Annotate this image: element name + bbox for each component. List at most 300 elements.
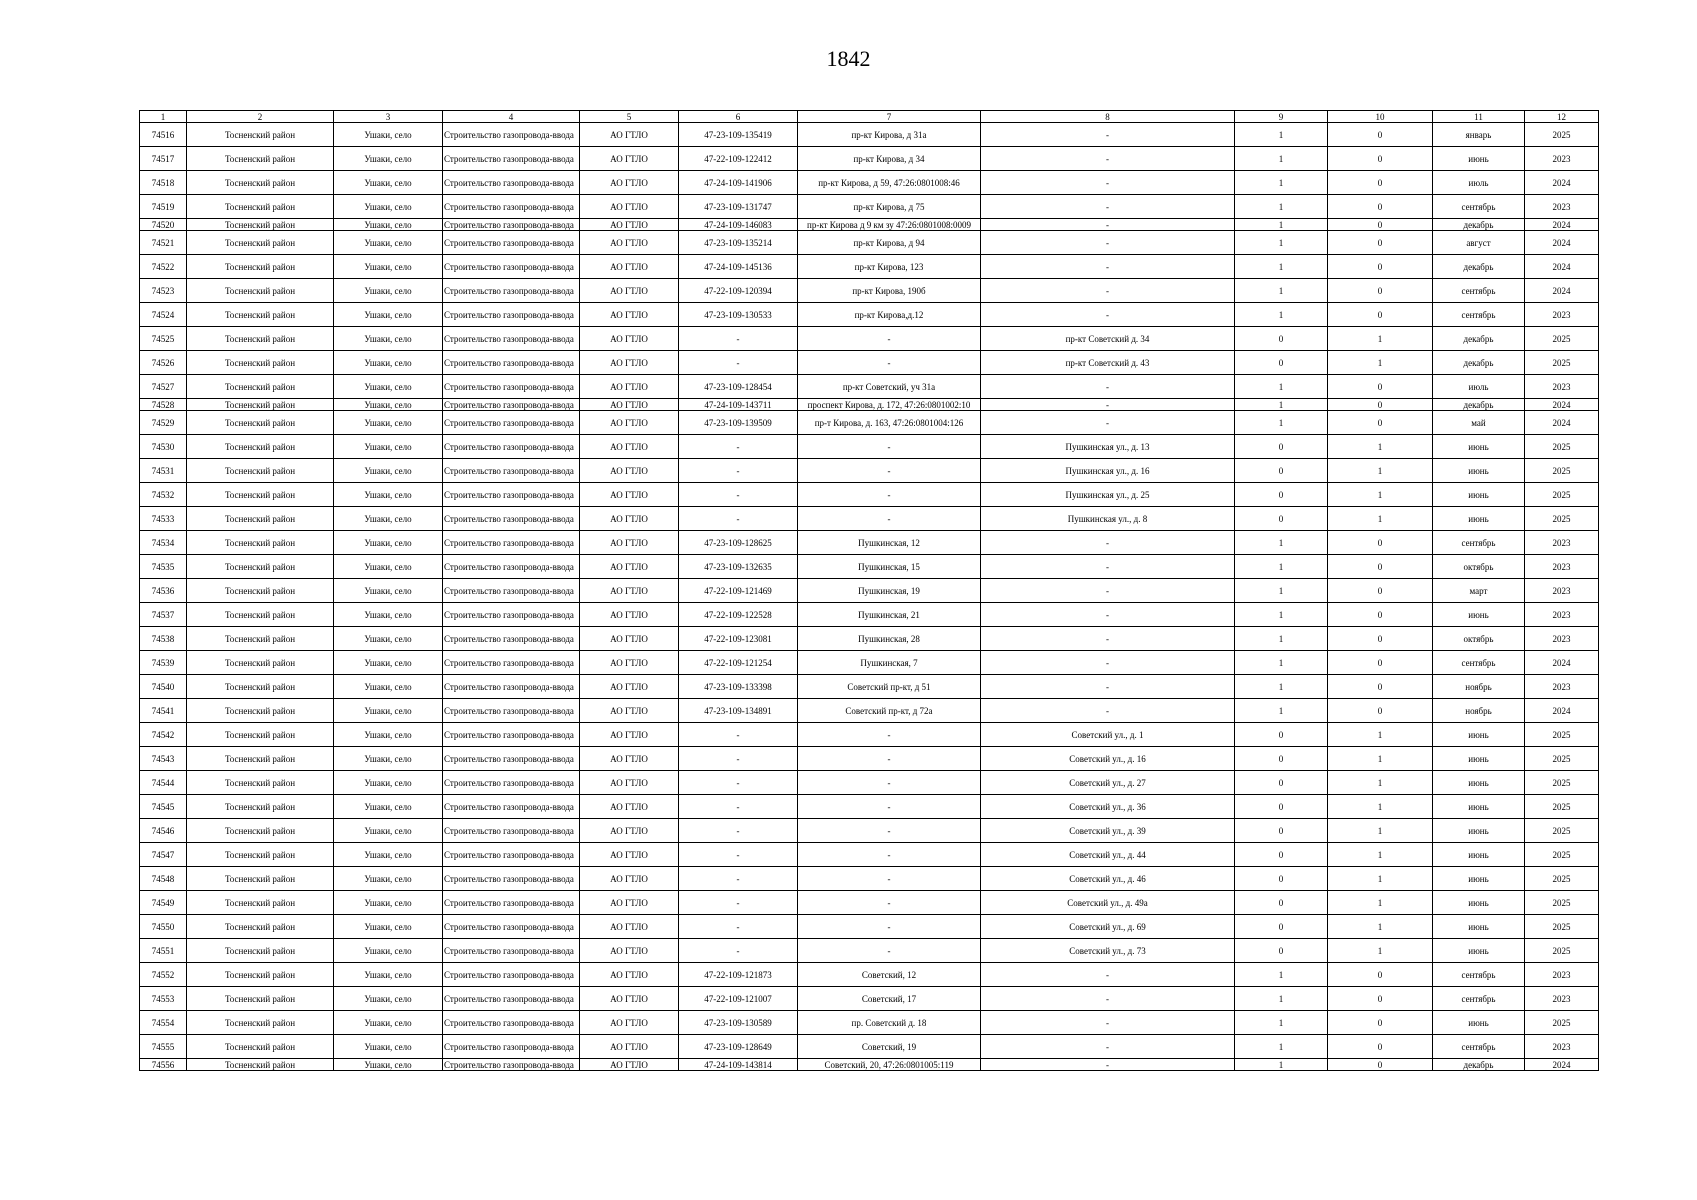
table-cell: АО ГТЛО xyxy=(580,795,679,819)
table-cell: Тосненский район xyxy=(187,195,334,219)
table-cell: 2025 xyxy=(1525,843,1599,867)
table-cell: 1 xyxy=(1235,255,1328,279)
table-cell: Советский пр-кт, д 72а xyxy=(798,699,981,723)
table-cell: АО ГТЛО xyxy=(580,747,679,771)
table-cell: АО ГТЛО xyxy=(580,171,679,195)
table-cell: пр-кт Кирова, д 31а xyxy=(798,123,981,147)
table-cell: 0 xyxy=(1235,867,1328,891)
table-cell: Строительство газопровода-ввода xyxy=(443,843,580,867)
table-cell: АО ГТЛО xyxy=(580,195,679,219)
table-cell: Советский ул., д. 73 xyxy=(981,939,1235,963)
table-cell: 1 xyxy=(1235,603,1328,627)
column-header-3: 3 xyxy=(334,111,443,123)
table-cell: 47-22-109-121007 xyxy=(679,987,798,1011)
table-cell: 2023 xyxy=(1525,987,1599,1011)
table-cell: - xyxy=(798,843,981,867)
table-cell: Ушаки, село xyxy=(334,627,443,651)
table-cell: - xyxy=(679,483,798,507)
table-cell: Строительство газопровода-ввода xyxy=(443,483,580,507)
table-row xyxy=(140,375,1599,399)
table-cell: - xyxy=(679,915,798,939)
table-cell: пр-кт Советский д. 43 xyxy=(981,351,1235,375)
table-cell: Строительство газопровода-ввода xyxy=(443,303,580,327)
table-cell: 2023 xyxy=(1525,963,1599,987)
table-cell: пр-кт Кирова, д 94 xyxy=(798,231,981,255)
table-cell: АО ГТЛО xyxy=(580,459,679,483)
table-cell: Тосненский район xyxy=(187,747,334,771)
table-cell: 74532 xyxy=(140,483,187,507)
table-cell: АО ГТЛО xyxy=(580,675,679,699)
table-cell: 1 xyxy=(1328,507,1433,531)
table-cell: 74523 xyxy=(140,279,187,303)
table-cell: Строительство газопровода-ввода xyxy=(443,459,580,483)
table-cell: Строительство газопровода-ввода xyxy=(443,939,580,963)
table-row xyxy=(140,987,1599,1011)
table-cell: Ушаки, село xyxy=(334,1059,443,1071)
table-cell: - xyxy=(981,651,1235,675)
table-cell: 47-23-109-133398 xyxy=(679,675,798,699)
table-row xyxy=(140,147,1599,171)
table-cell: Строительство газопровода-ввода xyxy=(443,171,580,195)
table-cell: 0 xyxy=(1235,915,1328,939)
table-cell: АО ГТЛО xyxy=(580,891,679,915)
table-cell: Советский ул., д. 39 xyxy=(981,819,1235,843)
table-cell: 2025 xyxy=(1525,123,1599,147)
table-cell: 1 xyxy=(1328,747,1433,771)
table-cell: Строительство газопровода-ввода xyxy=(443,627,580,651)
table-cell: АО ГТЛО xyxy=(580,1035,679,1059)
table-cell: 74517 xyxy=(140,147,187,171)
table-cell: 0 xyxy=(1328,219,1433,231)
table-cell: 74541 xyxy=(140,699,187,723)
table-body xyxy=(140,123,1599,1071)
table-cell: - xyxy=(981,195,1235,219)
table-cell: июнь xyxy=(1433,603,1525,627)
table-cell: 74540 xyxy=(140,675,187,699)
table-row xyxy=(140,843,1599,867)
table-cell: 1 xyxy=(1328,843,1433,867)
table-cell: Строительство газопровода-ввода xyxy=(443,723,580,747)
table-cell: Строительство газопровода-ввода xyxy=(443,795,580,819)
table-cell: 2025 xyxy=(1525,1011,1599,1035)
table-cell: Строительство газопровода-ввода xyxy=(443,819,580,843)
table-cell: 0 xyxy=(1328,531,1433,555)
table-cell: июнь xyxy=(1433,459,1525,483)
table-cell: 0 xyxy=(1235,747,1328,771)
table-cell: 0 xyxy=(1328,579,1433,603)
table-cell: Тосненский район xyxy=(187,987,334,1011)
column-header-6: 6 xyxy=(679,111,798,123)
table-cell: - xyxy=(798,771,981,795)
table-cell: - xyxy=(798,939,981,963)
table-cell: Строительство газопровода-ввода xyxy=(443,579,580,603)
table-cell: 74527 xyxy=(140,375,187,399)
table-cell: 47-24-109-143711 xyxy=(679,399,798,411)
column-header-10: 10 xyxy=(1328,111,1433,123)
table-cell: Тосненский район xyxy=(187,399,334,411)
table-cell: - xyxy=(981,123,1235,147)
table-cell: - xyxy=(981,675,1235,699)
table-cell: - xyxy=(981,627,1235,651)
table-cell: Тосненский район xyxy=(187,303,334,327)
table-cell: 47-24-109-146083 xyxy=(679,219,798,231)
table-cell: 47-22-109-123081 xyxy=(679,627,798,651)
table-cell: АО ГТЛО xyxy=(580,843,679,867)
table-cell: Тосненский район xyxy=(187,123,334,147)
table-row xyxy=(140,579,1599,603)
table-cell: 2025 xyxy=(1525,483,1599,507)
table-cell: Тосненский район xyxy=(187,279,334,303)
table-cell: 0 xyxy=(1328,627,1433,651)
table-cell: Тосненский район xyxy=(187,963,334,987)
table-cell: 2025 xyxy=(1525,915,1599,939)
table-cell: 2025 xyxy=(1525,435,1599,459)
table-cell: 74525 xyxy=(140,327,187,351)
table-cell: Строительство газопровода-ввода xyxy=(443,507,580,531)
table-row xyxy=(140,327,1599,351)
table-cell: 0 xyxy=(1235,891,1328,915)
table-cell: март xyxy=(1433,579,1525,603)
table-cell: Тосненский район xyxy=(187,555,334,579)
table-cell: 2025 xyxy=(1525,771,1599,795)
table-row xyxy=(140,255,1599,279)
table-cell: Ушаки, село xyxy=(334,147,443,171)
table-cell: Тосненский район xyxy=(187,531,334,555)
table-cell: АО ГТЛО xyxy=(580,555,679,579)
table-cell: декабрь xyxy=(1433,399,1525,411)
table-cell: 2025 xyxy=(1525,747,1599,771)
table-cell: 2025 xyxy=(1525,459,1599,483)
table-cell: 2025 xyxy=(1525,795,1599,819)
table-cell: Ушаки, село xyxy=(334,891,443,915)
table-cell: 74545 xyxy=(140,795,187,819)
table-cell: Строительство газопровода-ввода xyxy=(443,699,580,723)
table-cell: - xyxy=(798,747,981,771)
table-cell: Строительство газопровода-ввода xyxy=(443,231,580,255)
table-cell: 74526 xyxy=(140,351,187,375)
table-cell: - xyxy=(981,1059,1235,1071)
table-row xyxy=(140,795,1599,819)
table-cell: Советский, 19 xyxy=(798,1035,981,1059)
table-cell: 74547 xyxy=(140,843,187,867)
table-cell: 74536 xyxy=(140,579,187,603)
table-cell: Пушкинская ул., д. 16 xyxy=(981,459,1235,483)
table-cell: АО ГТЛО xyxy=(580,819,679,843)
table-cell: - xyxy=(798,867,981,891)
table-cell: АО ГТЛО xyxy=(580,723,679,747)
table-cell: 0 xyxy=(1328,1035,1433,1059)
column-header-11: 11 xyxy=(1433,111,1525,123)
table-cell: Строительство газопровода-ввода xyxy=(443,555,580,579)
table-cell: - xyxy=(679,939,798,963)
table-cell: 2024 xyxy=(1525,279,1599,303)
table-cell: июнь xyxy=(1433,843,1525,867)
table-row xyxy=(140,699,1599,723)
table-cell: 2025 xyxy=(1525,351,1599,375)
table-cell: Тосненский район xyxy=(187,795,334,819)
table-header xyxy=(140,111,1599,123)
table-cell: Ушаки, село xyxy=(334,819,443,843)
table-cell: - xyxy=(981,399,1235,411)
table-cell: 0 xyxy=(1328,123,1433,147)
table-cell: АО ГТЛО xyxy=(580,867,679,891)
page-number: 1842 xyxy=(826,46,871,71)
table-cell: Пушкинская, 7 xyxy=(798,651,981,675)
column-header-8: 8 xyxy=(981,111,1235,123)
table-cell: АО ГТЛО xyxy=(580,279,679,303)
table-row xyxy=(140,351,1599,375)
table-cell: 0 xyxy=(1328,963,1433,987)
table-cell: июнь xyxy=(1433,507,1525,531)
table-cell: 47-22-109-122412 xyxy=(679,147,798,171)
table-row xyxy=(140,651,1599,675)
table-cell: Советский, 17 xyxy=(798,987,981,1011)
table-cell: 47-22-109-121873 xyxy=(679,963,798,987)
table-cell: пр-т Кирова, д. 163, 47:26:0801004:126 xyxy=(798,411,981,435)
table-cell: АО ГТЛО xyxy=(580,915,679,939)
table-cell: Тосненский район xyxy=(187,1035,334,1059)
table-cell: Тосненский район xyxy=(187,375,334,399)
table-cell: июнь xyxy=(1433,891,1525,915)
table-cell: - xyxy=(798,435,981,459)
table-cell: АО ГТЛО xyxy=(580,627,679,651)
table-cell: АО ГТЛО xyxy=(580,1011,679,1035)
table-cell: Тосненский район xyxy=(187,939,334,963)
table-cell: АО ГТЛО xyxy=(580,303,679,327)
table-cell: 1 xyxy=(1235,987,1328,1011)
table-cell: Строительство газопровода-ввода xyxy=(443,963,580,987)
table-cell: 47-24-109-145136 xyxy=(679,255,798,279)
table-cell: - xyxy=(981,531,1235,555)
table-cell: Тосненский район xyxy=(187,255,334,279)
table-cell: 2023 xyxy=(1525,555,1599,579)
table-cell: июнь xyxy=(1433,483,1525,507)
table-cell: 0 xyxy=(1235,843,1328,867)
table-cell: июнь xyxy=(1433,723,1525,747)
table-cell: Советский, 20, 47:26:0801005:119 xyxy=(798,1059,981,1071)
table-row xyxy=(140,867,1599,891)
table-cell: - xyxy=(981,1011,1235,1035)
table-cell: проспект Кирова, д. 172, 47:26:0801002:10 xyxy=(798,399,981,411)
table-cell: Строительство газопровода-ввода xyxy=(443,1011,580,1035)
table-cell: - xyxy=(981,1035,1235,1059)
table-cell: Тосненский район xyxy=(187,435,334,459)
table-cell: 74521 xyxy=(140,231,187,255)
table-cell: Строительство газопровода-ввода xyxy=(443,1035,580,1059)
table-cell: 0 xyxy=(1235,507,1328,531)
table-cell: июнь xyxy=(1433,867,1525,891)
table-cell: - xyxy=(981,171,1235,195)
table-row xyxy=(140,195,1599,219)
table-cell: 74543 xyxy=(140,747,187,771)
table-cell: Строительство газопровода-ввода xyxy=(443,651,580,675)
table-cell: - xyxy=(679,723,798,747)
table-cell: Тосненский район xyxy=(187,579,334,603)
table-cell: 1 xyxy=(1235,1011,1328,1035)
table-cell: - xyxy=(981,255,1235,279)
table-cell: Советский ул., д. 1 xyxy=(981,723,1235,747)
table-cell: 47-22-109-120394 xyxy=(679,279,798,303)
table-cell: Ушаки, село xyxy=(334,459,443,483)
table-cell: Строительство газопровода-ввода xyxy=(443,255,580,279)
table-cell: 47-23-109-128649 xyxy=(679,1035,798,1059)
table-cell: 0 xyxy=(1328,1059,1433,1071)
table-cell: 1 xyxy=(1328,459,1433,483)
table-row xyxy=(140,771,1599,795)
table-cell: 1 xyxy=(1235,675,1328,699)
table-row xyxy=(140,819,1599,843)
table-cell: - xyxy=(798,327,981,351)
table-cell: - xyxy=(981,303,1235,327)
table-row xyxy=(140,1011,1599,1035)
column-header-2: 2 xyxy=(187,111,334,123)
table-row xyxy=(140,303,1599,327)
table-cell: 0 xyxy=(1235,351,1328,375)
table-cell: АО ГТЛО xyxy=(580,351,679,375)
table-cell: Пушкинская, 21 xyxy=(798,603,981,627)
table-cell: Ушаки, село xyxy=(334,171,443,195)
table-cell: пр-кт Кирова, д 34 xyxy=(798,147,981,171)
table-row xyxy=(140,675,1599,699)
table-cell: Строительство газопровода-ввода xyxy=(443,675,580,699)
table-cell: пр-кт Кирова, д 75 xyxy=(798,195,981,219)
table-cell: АО ГТЛО xyxy=(580,219,679,231)
table-cell: Советский пр-кт, д 51 xyxy=(798,675,981,699)
table-cell: 1 xyxy=(1328,891,1433,915)
table-cell: Советский ул., д. 27 xyxy=(981,771,1235,795)
table-cell: январь xyxy=(1433,123,1525,147)
table-cell: - xyxy=(981,375,1235,399)
table-cell: Тосненский район xyxy=(187,1011,334,1035)
table-cell: 1 xyxy=(1235,699,1328,723)
table-cell: - xyxy=(981,963,1235,987)
table-cell: - xyxy=(981,411,1235,435)
table-cell: 74546 xyxy=(140,819,187,843)
table-cell: 74542 xyxy=(140,723,187,747)
table-cell: Советский ул., д. 36 xyxy=(981,795,1235,819)
table-cell: 1 xyxy=(1328,723,1433,747)
table-cell: 1 xyxy=(1328,483,1433,507)
table-cell: АО ГТЛО xyxy=(580,411,679,435)
table-cell: 0 xyxy=(1328,255,1433,279)
table-cell: июнь xyxy=(1433,915,1525,939)
table-cell: Тосненский район xyxy=(187,459,334,483)
table-cell: пр-кт Кирова, 190б xyxy=(798,279,981,303)
table-row xyxy=(140,507,1599,531)
table-cell: 74555 xyxy=(140,1035,187,1059)
table-cell: Строительство газопровода-ввода xyxy=(443,531,580,555)
table-cell: сентябрь xyxy=(1433,279,1525,303)
table-cell: 0 xyxy=(1235,483,1328,507)
table-cell: Ушаки, село xyxy=(334,1035,443,1059)
table-cell: 1 xyxy=(1235,147,1328,171)
table-cell: Тосненский район xyxy=(187,915,334,939)
table-cell: 1 xyxy=(1235,1059,1328,1071)
table-cell: 74552 xyxy=(140,963,187,987)
table-cell: июнь xyxy=(1433,795,1525,819)
table-cell: июнь xyxy=(1433,747,1525,771)
table-cell: 2024 xyxy=(1525,699,1599,723)
table-cell: 1 xyxy=(1235,411,1328,435)
table-cell: 2023 xyxy=(1525,531,1599,555)
table-cell: АО ГТЛО xyxy=(580,699,679,723)
table-cell: Ушаки, село xyxy=(334,915,443,939)
table-cell: 74551 xyxy=(140,939,187,963)
table-cell: Строительство газопровода-ввода xyxy=(443,771,580,795)
table-cell: Строительство газопровода-ввода xyxy=(443,351,580,375)
table-cell: 74520 xyxy=(140,219,187,231)
table-cell: 0 xyxy=(1328,603,1433,627)
table-cell: 74553 xyxy=(140,987,187,1011)
table-cell: Строительство газопровода-ввода xyxy=(443,603,580,627)
table-cell: 47-23-109-139509 xyxy=(679,411,798,435)
table-cell: Тосненский район xyxy=(187,147,334,171)
table-cell: - xyxy=(981,147,1235,171)
table-cell: Тосненский район xyxy=(187,507,334,531)
table-cell: Тосненский район xyxy=(187,327,334,351)
table-cell: 2025 xyxy=(1525,939,1599,963)
table-row xyxy=(140,603,1599,627)
table-cell: Тосненский район xyxy=(187,231,334,255)
table-cell: 47-23-109-128625 xyxy=(679,531,798,555)
table-cell: АО ГТЛО xyxy=(580,603,679,627)
table-cell: Тосненский район xyxy=(187,627,334,651)
table-cell: - xyxy=(798,351,981,375)
table-cell: - xyxy=(679,771,798,795)
table-cell: Тосненский район xyxy=(187,651,334,675)
table-cell: 0 xyxy=(1235,459,1328,483)
table-cell: Ушаки, село xyxy=(334,555,443,579)
table-cell: 74556 xyxy=(140,1059,187,1071)
table-cell: Тосненский район xyxy=(187,603,334,627)
table-cell: 47-24-109-143814 xyxy=(679,1059,798,1071)
table-row xyxy=(140,1035,1599,1059)
table-cell: Ушаки, село xyxy=(334,795,443,819)
table-cell: октябрь xyxy=(1433,627,1525,651)
table-cell: Строительство газопровода-ввода xyxy=(443,123,580,147)
table-cell: Советский ул., д. 16 xyxy=(981,747,1235,771)
table-cell: 1 xyxy=(1235,303,1328,327)
table-cell: август xyxy=(1433,231,1525,255)
table-cell: АО ГТЛО xyxy=(580,483,679,507)
table-cell: 74554 xyxy=(140,1011,187,1035)
table-cell: - xyxy=(798,459,981,483)
table-cell: - xyxy=(981,231,1235,255)
table-cell: 0 xyxy=(1328,651,1433,675)
table-cell: 0 xyxy=(1328,171,1433,195)
table-cell: 2025 xyxy=(1525,507,1599,531)
table-cell: 1 xyxy=(1328,795,1433,819)
table-cell: Советский, 12 xyxy=(798,963,981,987)
table-cell: - xyxy=(679,747,798,771)
table-cell: ноябрь xyxy=(1433,675,1525,699)
table-cell: - xyxy=(798,723,981,747)
table-row xyxy=(140,747,1599,771)
table-cell: Ушаки, село xyxy=(334,351,443,375)
table-cell: 1 xyxy=(1328,435,1433,459)
table-row xyxy=(140,171,1599,195)
table-cell: - xyxy=(981,603,1235,627)
table-cell: июнь xyxy=(1433,771,1525,795)
table-cell: июнь xyxy=(1433,435,1525,459)
table-row xyxy=(140,555,1599,579)
table-cell: Ушаки, село xyxy=(334,279,443,303)
table-cell: 2025 xyxy=(1525,891,1599,915)
table-cell: Ушаки, село xyxy=(334,987,443,1011)
table-cell: Строительство газопровода-ввода xyxy=(443,219,580,231)
table-cell: АО ГТЛО xyxy=(580,399,679,411)
table-cell: - xyxy=(679,819,798,843)
